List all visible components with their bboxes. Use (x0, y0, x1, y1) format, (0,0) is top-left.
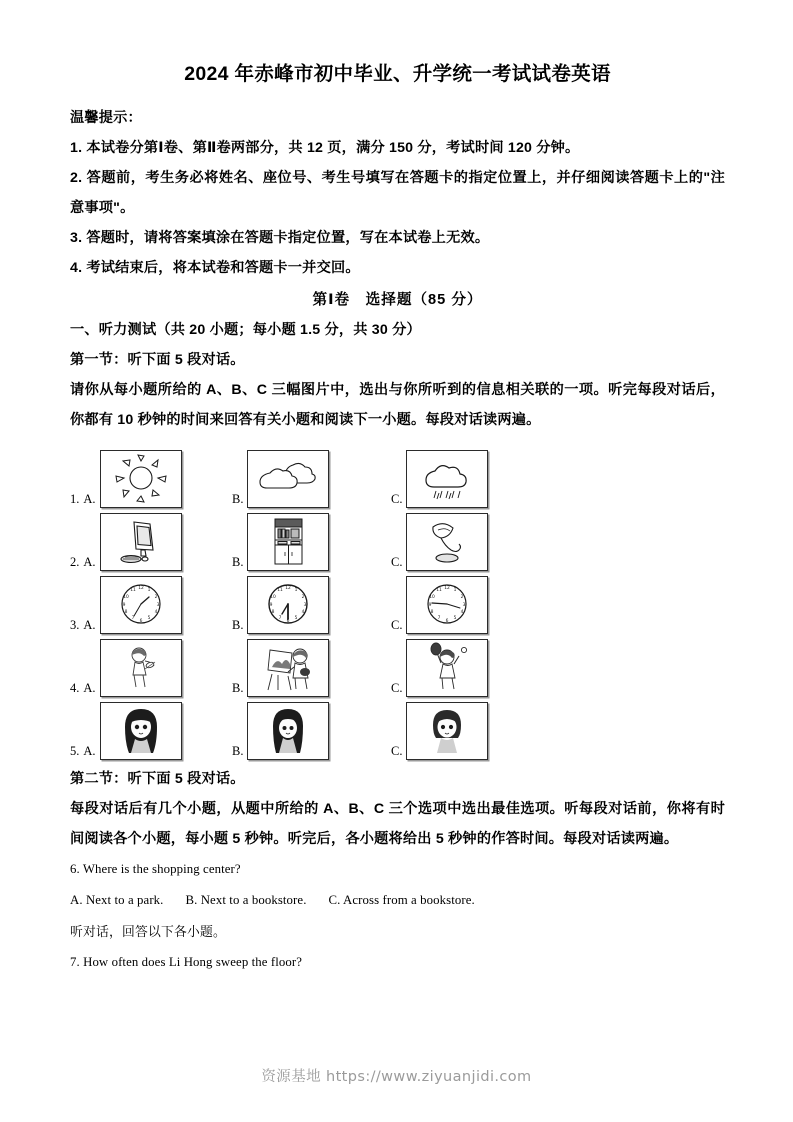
notice-heading: 温馨提示： (70, 110, 142, 127)
picture-option[interactable] (70, 445, 182, 508)
girl-long-hair-icon (100, 702, 182, 760)
picture-option-letter: B. (232, 743, 244, 758)
svg-text:7: 7 (131, 616, 134, 622)
picture-option-letter: C. (391, 743, 403, 758)
clock-nine-fifteen-icon (406, 576, 488, 634)
picture-option[interactable] (232, 445, 329, 508)
paper-section-heading: 第Ⅰ卷 选择题（85 分） (312, 292, 483, 309)
dialogue-prompt: 听对话，回答以下各小题。 (70, 924, 226, 940)
svg-text:6: 6 (139, 619, 142, 625)
svg-text:8: 8 (272, 610, 275, 616)
notice-item-3: 3. 答题时，请将答案填涂在答题卡指定位置，写在本试卷上无效。 (70, 230, 490, 247)
svg-text:10: 10 (122, 595, 129, 601)
clouds-icon (247, 450, 329, 508)
svg-text:2: 2 (461, 595, 464, 601)
painter-easel-icon (247, 639, 329, 697)
picture-option[interactable] (232, 508, 329, 571)
picture-option[interactable] (70, 571, 182, 634)
picture-option-label: 5. (70, 743, 80, 758)
picture-option-letter: C. (391, 491, 403, 506)
sun-icon (100, 450, 182, 508)
svg-text:3: 3 (304, 603, 307, 609)
svg-text:4: 4 (154, 610, 157, 616)
question-7-stem: 7. How often does Li Hong sweep the floor? (70, 955, 303, 970)
picture-option-letter: B. (232, 617, 244, 632)
svg-text:9: 9 (270, 603, 273, 609)
picture-option[interactable] (391, 634, 488, 697)
svg-text:8: 8 (431, 610, 434, 616)
svg-text:11: 11 (277, 588, 284, 594)
svg-text:11: 11 (129, 588, 136, 594)
picture-option[interactable] (232, 697, 329, 760)
svg-text:9: 9 (122, 603, 125, 609)
picture-option-letter: C. (391, 554, 403, 569)
svg-text:1: 1 (295, 588, 298, 594)
picture-option[interactable] (70, 697, 182, 760)
picture-option-label: 1. (70, 491, 80, 506)
notice-item-4: 4. 考试结束后，将本试卷和答题卡一并交回。 (70, 260, 360, 277)
question-6-option-a[interactable]: A. Next to a park. (70, 893, 164, 908)
picture-option-letter: B. (232, 554, 244, 569)
picture-question-row (70, 634, 725, 697)
picture-option[interactable] (70, 634, 182, 697)
bookshelf-icon (247, 513, 329, 571)
page-title: 2024 年赤峰市初中毕业、升学统一考试试卷英语 (184, 63, 611, 85)
question-6-option-c[interactable]: C. Across from a bookstore. (328, 893, 475, 908)
svg-text:1: 1 (454, 588, 457, 594)
picture-question-row (70, 508, 725, 571)
subsection-one-label: 第一节：听下面 5 段对话。 (70, 352, 245, 369)
picture-option-letter: A. (83, 680, 96, 695)
picture-option-letter: A. (83, 617, 96, 632)
picture-options-grid (70, 445, 725, 760)
svg-text:5: 5 (147, 616, 150, 622)
picture-option[interactable] (232, 571, 329, 634)
svg-text:5: 5 (295, 616, 298, 622)
computer-icon (100, 513, 182, 571)
svg-text:6: 6 (287, 619, 290, 625)
picture-option-letter: A. (83, 491, 96, 506)
picture-option[interactable] (70, 508, 182, 571)
picture-option-letter: C. (391, 680, 403, 695)
svg-text:5: 5 (454, 616, 457, 622)
notice-item-2: 2. 答题前，考生务必将姓名、座位号、考生号填写在答题卡的指定位置上，并仔细阅读答题卡上的"注意事项"。 (70, 170, 725, 217)
svg-text:8: 8 (124, 610, 127, 616)
question-6-options (70, 885, 725, 916)
svg-text:10: 10 (429, 595, 436, 601)
picture-option-label: 3. (70, 617, 80, 632)
picture-question-row (70, 697, 725, 760)
picture-option[interactable] (391, 445, 488, 508)
picture-option-letter: A. (83, 554, 96, 569)
picture-option-letter: B. (232, 680, 244, 695)
girl-short-hair-icon (406, 702, 488, 760)
desk-lamp-icon (406, 513, 488, 571)
subsection-two-label: 第二节：听下面 5 段对话。 (70, 771, 245, 788)
svg-text:4: 4 (302, 610, 305, 616)
svg-text:12: 12 (444, 586, 451, 592)
picture-option[interactable] (391, 508, 488, 571)
picture-option-letter: B. (232, 491, 244, 506)
svg-text:12: 12 (137, 586, 144, 592)
svg-text:9: 9 (429, 603, 432, 609)
svg-text:2: 2 (302, 595, 305, 601)
svg-text:7: 7 (438, 616, 441, 622)
svg-text:1: 1 (147, 588, 150, 594)
svg-text:12: 12 (285, 586, 292, 592)
svg-text:11: 11 (436, 588, 443, 594)
picture-option-label: 4. (70, 680, 80, 695)
girl-long-hair-bangs-icon (247, 702, 329, 760)
clock-one-thirty-icon (100, 576, 182, 634)
subsection-two-instructions: 每段对话后有几个小题，从题中所给的 A、B、C 三个选项中选出最佳选项。听每段对话前，你将有时间阅读各个小题，每小题 5 秒钟。听完后，各小题将给出 5 秒钟的作答时间。每段对话读两遍。 (70, 801, 725, 848)
picture-question-row (70, 571, 725, 634)
picture-option-letter: C. (391, 617, 403, 632)
notice-item-1: 1. 本试卷分第Ⅰ卷、第Ⅱ卷两部分，共 12 页，满分 150 分，考试时间 120 分钟。 (70, 140, 580, 157)
picture-option[interactable] (232, 634, 329, 697)
violin-player-icon (100, 639, 182, 697)
rain-cloud-icon (406, 450, 488, 508)
badminton-player-icon (406, 639, 488, 697)
clock-six-icon (247, 576, 329, 634)
picture-question-row (70, 445, 725, 508)
svg-text:6: 6 (446, 619, 449, 625)
page-content (70, 62, 725, 978)
watermark: 资源基地 https://www.ziyuanjidi.com (261, 1069, 532, 1085)
subsection-one-instructions: 请你从每小题所给的 A、B、C 三幅图片中，选出与你所听到的信息相关联的一项。听完每段对话后，你都有 10 秒钟的时间来回答有关小题和阅读下一小题。每段对话读两遍。 (70, 382, 725, 429)
part-one-heading: 一、听力测试（共 20 小题；每小题 1.5 分，共 30 分） (70, 322, 421, 339)
picture-option-letter: A. (83, 743, 96, 758)
svg-text:2: 2 (154, 595, 157, 601)
svg-text:10: 10 (270, 595, 277, 601)
picture-option[interactable] (391, 571, 488, 634)
svg-text:3: 3 (156, 603, 159, 609)
svg-text:3: 3 (463, 603, 466, 609)
svg-text:7: 7 (279, 616, 282, 622)
question-6-option-b[interactable]: B. Next to a bookstore. (185, 893, 307, 908)
svg-text:4: 4 (461, 610, 464, 616)
question-6-stem: 6. Where is the shopping center? (70, 862, 241, 877)
picture-option-label: 2. (70, 554, 80, 569)
picture-option[interactable] (391, 697, 488, 760)
